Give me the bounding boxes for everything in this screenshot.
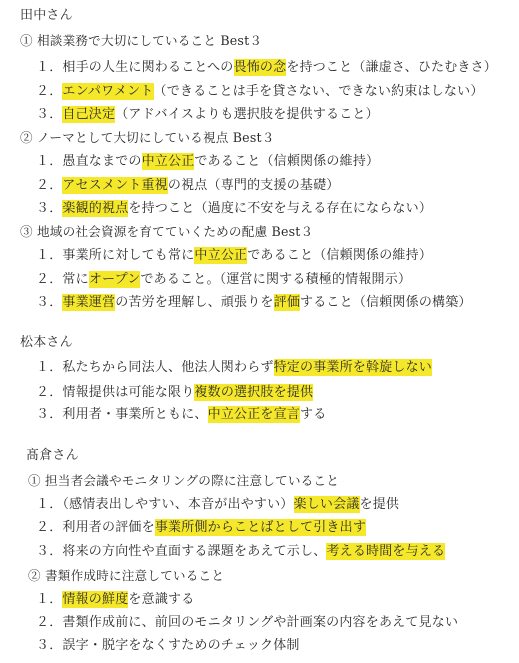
list-item xyxy=(36,383,313,403)
highlight: 事業所側からことばとして引き出す xyxy=(154,520,367,535)
item-number: １． xyxy=(36,154,63,169)
item-number: ２． xyxy=(36,615,63,630)
section-title: ③ 地域の社会資源を育てていくための配慮 Best３ xyxy=(20,224,314,239)
list-item xyxy=(36,246,432,266)
item-text: 常に xyxy=(62,272,89,287)
person-name-takakura: 髙倉さん xyxy=(26,448,79,463)
list-item xyxy=(36,358,432,378)
item-number: １． xyxy=(36,60,63,75)
item-text: であること（信頼関係の維持） xyxy=(194,154,380,169)
highlight: 畏怖の念 xyxy=(233,60,287,75)
section-title: ① 相談業務で大切にしていること Best３ xyxy=(20,33,263,48)
highlight: 自己決定 xyxy=(62,107,116,122)
section-title: ① 担当者会議やモニタリングの際に注意していること xyxy=(28,473,340,488)
item-text: 事業所に対しても常に xyxy=(62,248,195,263)
list-item xyxy=(36,636,300,656)
list-item xyxy=(36,542,445,562)
item-number: ３． xyxy=(36,407,63,422)
item-text: （感情表出しやすい、本音が出やすい） xyxy=(62,497,294,512)
item-text: を持つこと（過度に不安を与える存在にならない） xyxy=(128,201,433,216)
item-text: を意識する xyxy=(128,592,195,607)
item-number: １． xyxy=(36,360,63,375)
item-text: 情報提供は可能な限り xyxy=(62,385,195,400)
list-item xyxy=(36,495,399,515)
person-name-matsumoto: 松本さん xyxy=(20,335,73,350)
item-number: ２． xyxy=(36,84,63,99)
item-number: ３． xyxy=(36,638,63,653)
list-item xyxy=(36,613,458,633)
highlight: 中立公正 xyxy=(141,154,195,169)
item-text: の視点（専門的支援の基礎） xyxy=(167,178,340,193)
person-name-tanaka: 田中さん xyxy=(20,8,73,23)
item-number: ３． xyxy=(36,544,63,559)
list-item xyxy=(36,293,472,313)
list-item xyxy=(36,152,379,172)
list-item xyxy=(36,590,194,610)
highlight: 中立公正を宣言 xyxy=(207,407,301,422)
item-text: を提供 xyxy=(359,497,400,512)
highlight: 楽しい会議 xyxy=(293,497,360,512)
highlight: 事業運営 xyxy=(62,295,116,310)
item-number: ３． xyxy=(36,201,63,216)
item-text: の苦労を理解し、頑張りを xyxy=(115,295,274,310)
item-number: ３． xyxy=(36,107,63,122)
list-item xyxy=(36,518,366,538)
list-item xyxy=(36,105,379,125)
item-text: 利用者の評価を xyxy=(62,520,155,535)
item-number: １． xyxy=(36,497,63,512)
section-title: ② ノーマとして大切にしている視点 Best３ xyxy=(20,130,275,145)
item-number: ３． xyxy=(36,295,63,310)
item-text: すること（信頼関係の構築） xyxy=(300,295,472,310)
item-number: ２． xyxy=(36,178,63,193)
item-text: 私たちから同法人、他法人関わらず xyxy=(62,360,274,375)
list-item xyxy=(36,58,497,78)
item-text: 愚直なまでの xyxy=(62,154,142,169)
highlight: アセスメント重視 xyxy=(62,178,168,193)
item-text: であること（信頼関係の維持） xyxy=(247,248,433,263)
highlight: 楽観的視点 xyxy=(62,201,129,216)
highlight: 複数の選択肢を提供 xyxy=(194,385,314,400)
item-number: ２． xyxy=(36,272,63,287)
item-number: ２． xyxy=(36,520,63,535)
item-number: ２． xyxy=(36,385,63,400)
list-item xyxy=(36,82,484,102)
list-item xyxy=(36,199,432,219)
item-text: 相手の人生に関わることへの xyxy=(62,60,234,75)
highlight: 考える時間を与える xyxy=(326,544,446,559)
item-text: を持つこと（謙虚さ、ひたむきさ） xyxy=(286,60,497,75)
highlight: エンパワメント xyxy=(62,84,154,99)
item-text: （アドバイスよりも選択肢を提供すること） xyxy=(115,107,379,122)
item-number: １． xyxy=(36,248,63,263)
highlight: 特定の事業所を斡旋しない xyxy=(273,360,433,375)
item-text: する xyxy=(300,407,327,422)
item-text: 誤字・脱字をなくすためのチェック体制 xyxy=(62,638,300,653)
highlight: 評価 xyxy=(273,295,301,310)
highlight: オープン xyxy=(88,272,141,287)
highlight: 情報の鮮度 xyxy=(62,592,129,607)
item-text: 将来の方向性や直面する課題をあえて示し、 xyxy=(62,544,327,559)
item-text: （できることは手を貸さない、できない約束はしない） xyxy=(153,84,484,99)
list-item xyxy=(36,405,326,425)
item-text: であること。（運営に関する積極的情報開示） xyxy=(140,272,412,287)
list-item xyxy=(36,176,340,196)
list-item xyxy=(36,270,411,290)
item-text: 利用者・事業所ともに、 xyxy=(62,407,208,422)
item-text: 書類作成前に、前回のモニタリングや計画案の内容をあえて見ない xyxy=(62,615,459,630)
highlight: 中立公正 xyxy=(194,248,248,263)
section-title: ② 書類作成時に注意していること xyxy=(28,568,225,583)
item-number: １． xyxy=(36,592,63,607)
